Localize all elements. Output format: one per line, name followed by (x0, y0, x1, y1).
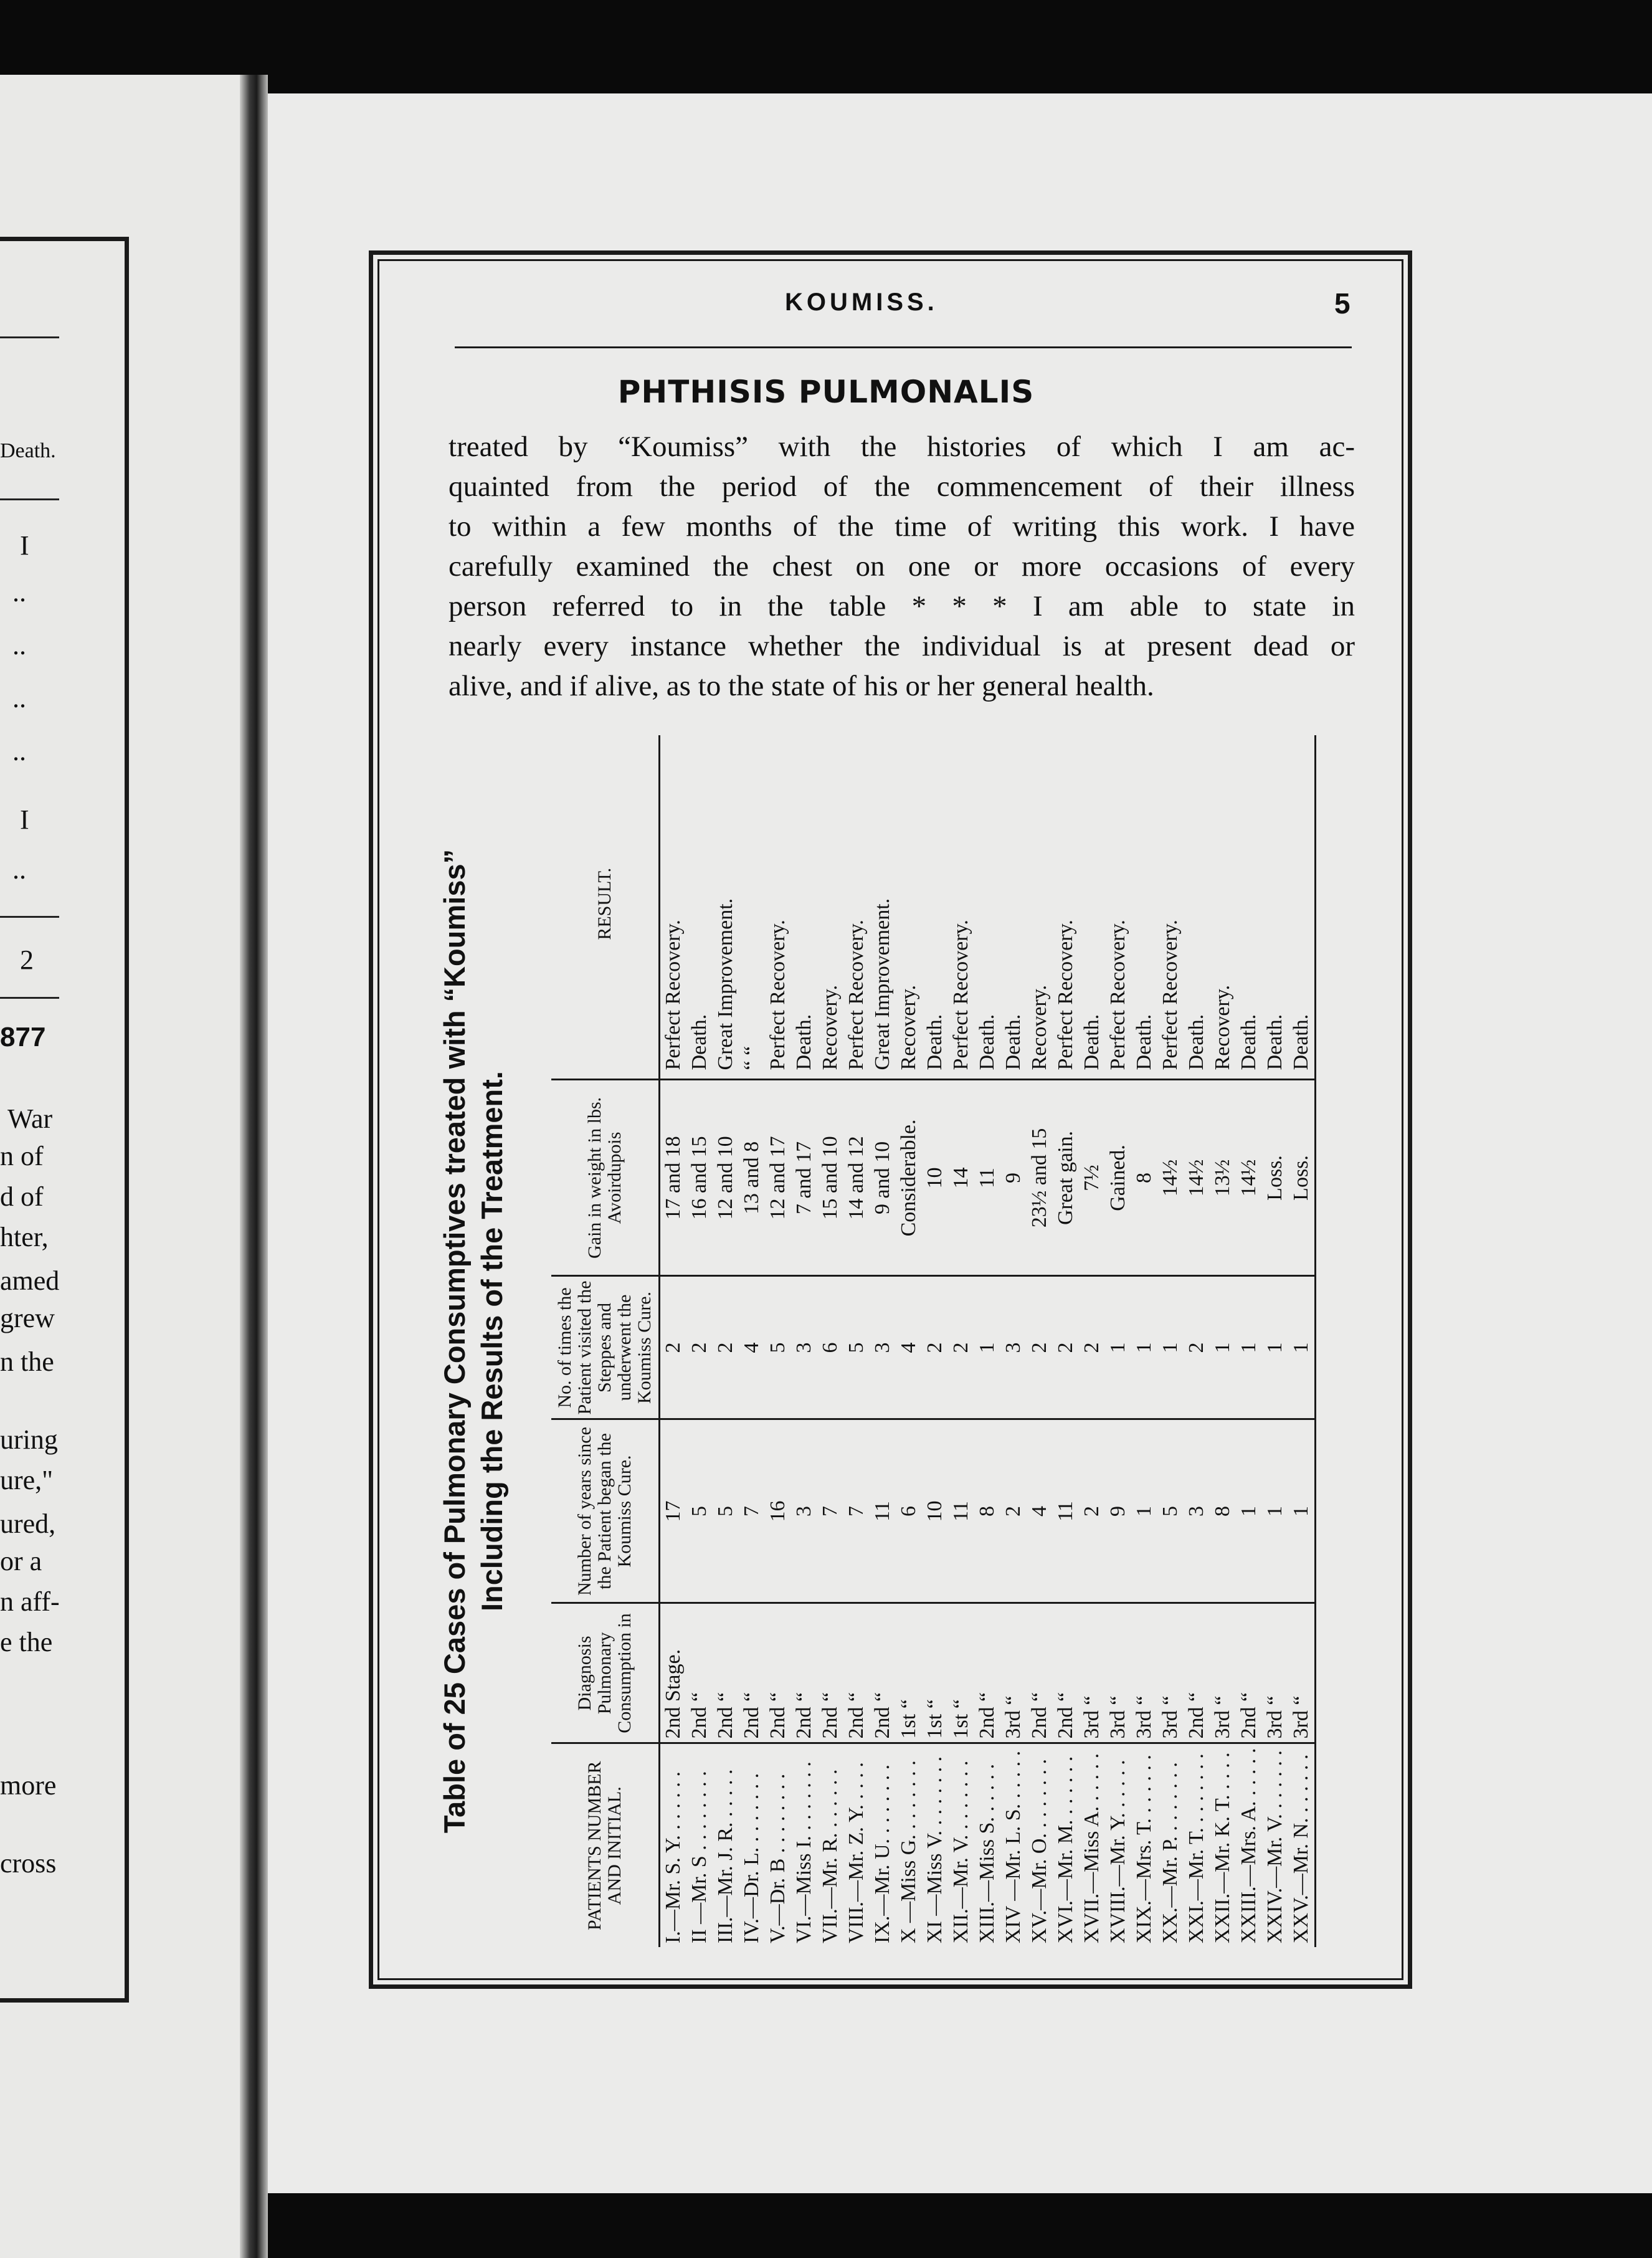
body-text-line: nearly every instance whether the individual is at present dead or (449, 630, 1355, 662)
cell-diagnosis: 1st “ (896, 1603, 922, 1743)
table-caption-line2: Including the Results of the Treatment. (475, 1071, 508, 1611)
table-row (1157, 735, 1184, 1947)
table-row (817, 735, 843, 1947)
cell-gain: 15 and 10 (817, 1080, 843, 1276)
left-page-rule (0, 498, 59, 500)
cell-patient: X —Miss G. . . . . . . . (897, 1760, 920, 1943)
section-title: PHTHISIS PULMONALIS (617, 374, 1035, 410)
cell-years: 10 (922, 1419, 948, 1603)
cell-visits: 4 (896, 1276, 922, 1419)
cell-gain: 14 and 12 (843, 1080, 870, 1276)
cell-diagnosis: 2nd “ (974, 1603, 1000, 1743)
cell-gain: 11 (974, 1080, 1000, 1276)
cell-years: 1 (1288, 1419, 1316, 1603)
left-page-fragment: .. (12, 577, 26, 607)
cell-visits: 2 (1027, 1276, 1053, 1419)
cell-patient: XXIV.—Mr. V. . . . . . . (1263, 1750, 1286, 1943)
cell-visits: 2 (660, 1276, 687, 1419)
cell-years: 11 (948, 1419, 974, 1603)
cell-years: 1 (1262, 1419, 1288, 1603)
left-page-rule (0, 336, 59, 338)
cell-visits: 2 (1053, 1276, 1079, 1419)
cell-diagnosis: 3rd “ (1157, 1603, 1184, 1743)
cell-result: Death. (1288, 735, 1316, 1080)
left-page-fragment: I (20, 804, 29, 835)
body-text-line: alive, and if alive, as to the state of his or her general health. (449, 670, 1154, 702)
cell-gain: 14½ (1184, 1080, 1210, 1276)
left-page-fragment: n of (0, 1141, 44, 1171)
cell-patient: XVIII.—Mr. Y. . . . . . (1106, 1760, 1129, 1943)
table-row (791, 735, 817, 1947)
cell-years: 7 (843, 1419, 870, 1603)
left-page-rule (0, 997, 59, 999)
table-row (896, 735, 922, 1947)
body-text-line: to within a few months of the time of writing this work. I have (449, 510, 1355, 543)
cell-patient: VIII.—Mr. Z. Y. . . . . (845, 1762, 868, 1943)
cell-gain: 13½ (1210, 1080, 1236, 1276)
cell-gain: 8 (1131, 1080, 1157, 1276)
cell-patient: XIX.—Mrs. T. . . . . . . (1132, 1755, 1156, 1943)
cell-diagnosis: 2nd “ (817, 1603, 843, 1743)
cell-result: Death. (1000, 735, 1027, 1080)
cell-patient: III.—Mr. J. R. . . . . . (714, 1769, 737, 1943)
left-page-fragment: e the (0, 1627, 53, 1657)
cell-years: 2 (1079, 1419, 1105, 1603)
cell-result: Death. (1236, 735, 1262, 1080)
table-row (1210, 735, 1236, 1947)
cell-patient: XXI.—Mr. T. . . . . . . . (1185, 1753, 1208, 1943)
cell-diagnosis: 3rd “ (1131, 1603, 1157, 1743)
table-row (870, 735, 896, 1947)
cell-gain: 9 and 10 (870, 1080, 896, 1276)
body-text-line: quainted from the period of the commencement of their illness (449, 470, 1355, 503)
cell-gain: 14½ (1236, 1080, 1262, 1276)
cell-patient: XI —Miss V. . . . . . . . (923, 1756, 946, 1943)
cell-diagnosis: 2nd “ (1053, 1603, 1079, 1743)
header-rule (455, 346, 1352, 348)
header-visits: No. of times the Patient visited the Steppes and underwent the Koumiss Cure. (551, 1276, 660, 1419)
cell-diagnosis: 2nd “ (1027, 1603, 1053, 1743)
cell-visits: 2 (1079, 1276, 1105, 1419)
cell-gain: 9 (1000, 1080, 1027, 1276)
cell-gain: Great gain. (1053, 1080, 1079, 1276)
cell-patient: XV.—Mr. O. . . . . . . . (1028, 1759, 1051, 1943)
left-page-fragment: .. (12, 736, 26, 766)
header-years: Number of years since the Patient began the Koumiss Cure. (551, 1419, 660, 1603)
running-head: KOUMISS. (785, 288, 938, 316)
cell-visits: 5 (765, 1276, 791, 1419)
left-page-fragment: cross (0, 1848, 57, 1879)
cell-result: Death. (1184, 735, 1210, 1080)
cell-patient: XIII.—Miss S. . . . . . (976, 1763, 999, 1943)
cell-patient: XVII.—Miss A. . . . . . (1080, 1753, 1103, 1943)
table-row (713, 735, 739, 1947)
cell-diagnosis: 2nd “ (765, 1603, 791, 1743)
cell-diagnosis: 2nd “ (713, 1603, 739, 1743)
cell-years: 5 (686, 1419, 713, 1603)
left-page-fragment: hter, (0, 1222, 49, 1252)
cell-years: 3 (1184, 1419, 1210, 1603)
cell-diagnosis: 2nd “ (1184, 1603, 1210, 1743)
cell-result: Great Improvement. (870, 735, 896, 1080)
cell-patient: XX.—Mr. P. . . . . . . . (1159, 1762, 1182, 1943)
cell-visits: 3 (870, 1276, 896, 1419)
cell-result: Recovery. (1027, 735, 1053, 1080)
cell-gain: 12 and 17 (765, 1080, 791, 1276)
table-row (1000, 735, 1027, 1947)
cell-years: 1 (1131, 1419, 1157, 1603)
cell-result: Perfect Recovery. (843, 735, 870, 1080)
cell-result: Recovery. (817, 735, 843, 1080)
left-page-rule (0, 916, 59, 918)
table-row (1184, 735, 1210, 1947)
cell-gain: Loss. (1262, 1080, 1288, 1276)
cell-result: Death. (1079, 735, 1105, 1080)
cell-visits: 1 (974, 1276, 1000, 1419)
cell-visits: 1 (1210, 1276, 1236, 1419)
left-page-fragment: I (20, 530, 29, 561)
body-text-line: carefully examined the chest on one or more occasions of every (449, 550, 1355, 583)
cell-diagnosis: 2nd “ (1236, 1603, 1262, 1743)
cell-years: 6 (896, 1419, 922, 1603)
body-text-line: treated by “Koumiss” with the histories of which I am ac- (449, 431, 1355, 463)
cell-patient: XVI.—Mr. M. . . . . . . (1054, 1756, 1077, 1943)
cell-visits: 2 (922, 1276, 948, 1419)
cell-visits: 5 (843, 1276, 870, 1419)
table-row (1027, 735, 1053, 1947)
cell-diagnosis: 1st “ (922, 1603, 948, 1743)
cell-result: Perfect Recovery. (1157, 735, 1184, 1080)
left-page-fragment: amed (0, 1265, 60, 1296)
table-row (1053, 735, 1079, 1947)
body-text-line: person referred to in the table * * * I am able to state in (449, 590, 1355, 622)
cell-patient: IV.—Dr. L. . . . . . . . (740, 1773, 763, 1943)
cell-result: Death. (791, 735, 817, 1080)
cell-diagnosis: 2nd Stage. (660, 1603, 687, 1743)
cell-patient: XXIII.—Mrs. A. . . . . . (1237, 1748, 1260, 1943)
cell-visits: 2 (686, 1276, 713, 1419)
cell-years: 2 (1000, 1419, 1027, 1603)
table-row (974, 735, 1000, 1947)
table-row (922, 735, 948, 1947)
header-result: RESULT. (551, 735, 660, 1080)
cell-visits: 1 (1236, 1276, 1262, 1419)
table-row (686, 735, 713, 1947)
page-number: 5 (1334, 287, 1351, 320)
cell-years: 17 (660, 1419, 687, 1603)
cell-gain: Gained. (1105, 1080, 1131, 1276)
cell-years: 7 (817, 1419, 843, 1603)
cell-diagnosis: 2nd “ (791, 1603, 817, 1743)
cell-visits: 2 (948, 1276, 974, 1419)
left-page-fragment: 2 (20, 945, 34, 975)
cell-diagnosis: 2nd “ (843, 1603, 870, 1743)
table-caption-line1: Table of 25 Cases of Pulmonary Consumptives treated with “Koumiss” (438, 849, 471, 1834)
cell-years: 9 (1105, 1419, 1131, 1603)
left-page-fragment: War (7, 1103, 53, 1134)
cell-visits: 6 (817, 1276, 843, 1419)
left-page-fragment: d of (0, 1181, 44, 1212)
left-page-fragment: 877 (0, 1022, 46, 1052)
cell-diagnosis: 3rd “ (1105, 1603, 1131, 1743)
cell-years: 16 (765, 1419, 791, 1603)
cell-visits: 3 (791, 1276, 817, 1419)
cell-result: Death. (1262, 735, 1288, 1080)
cell-years: 8 (1210, 1419, 1236, 1603)
cell-result: Perfect Recovery. (1053, 735, 1079, 1080)
table-rotated-content (436, 735, 1352, 1947)
cell-result: Death. (686, 735, 713, 1080)
left-page-fragment: .. (12, 630, 26, 660)
table-row (948, 735, 974, 1947)
cell-years: 5 (1157, 1419, 1184, 1603)
cell-diagnosis: 3rd “ (1288, 1603, 1316, 1743)
cell-gain: 16 and 15 (686, 1080, 713, 1276)
cell-visits: 1 (1131, 1276, 1157, 1419)
cell-gain: 7½ (1079, 1080, 1105, 1276)
cell-result: Death. (922, 735, 948, 1080)
left-page-fragment: Death. (0, 439, 56, 462)
left-page-fragment: .. (12, 683, 26, 713)
cell-diagnosis: 2nd “ (739, 1603, 765, 1743)
cell-patient: VI.—Miss I. . . . . . . . (792, 1761, 815, 1943)
cell-result: Death. (974, 735, 1000, 1080)
cell-years: 11 (1053, 1419, 1079, 1603)
cell-years: 1 (1236, 1419, 1262, 1603)
left-page-fragment: ure," (0, 1465, 54, 1495)
table-row (1236, 735, 1262, 1947)
cell-patient: IX.—Mr. U. . . . . . . . (871, 1764, 894, 1943)
table-row (843, 735, 870, 1947)
cell-years: 11 (870, 1419, 896, 1603)
table-row (1288, 735, 1316, 1947)
cell-years: 5 (713, 1419, 739, 1603)
cell-gain: 17 and 18 (660, 1080, 687, 1276)
left-page-fragment: grew (0, 1303, 55, 1333)
left-page-fragment: ured, (0, 1508, 56, 1539)
cell-visits: 2 (1184, 1276, 1210, 1419)
cell-gain: 10 (922, 1080, 948, 1276)
cell-result: Great Improvement. (713, 735, 739, 1080)
cell-visits: 2 (713, 1276, 739, 1419)
cell-result: Perfect Recovery. (765, 735, 791, 1080)
cell-years: 8 (974, 1419, 1000, 1603)
table-header-row (551, 735, 660, 1947)
cell-patient: V.—Dr. B . . . . . . . . (766, 1773, 789, 1943)
cell-gain: Loss. (1288, 1080, 1316, 1276)
cell-patient: II —Mr. S . . . . . . . . (688, 1771, 711, 1943)
header-diagnosis: Diagnosis Pulmonary Consumption in (551, 1603, 660, 1743)
cell-gain: 14 (948, 1080, 974, 1276)
cell-diagnosis: 3rd “ (1079, 1603, 1105, 1743)
cell-gain: 12 and 10 (713, 1080, 739, 1276)
table-row (660, 735, 687, 1947)
table-row (1131, 735, 1157, 1947)
cell-visits: 1 (1105, 1276, 1131, 1419)
cell-patient: XIV —Mr. L. S. . . . . . (1002, 1750, 1025, 1943)
cell-patient: XII.—Mr. V. . . . . . . . (949, 1760, 972, 1943)
cell-diagnosis: 2nd “ (686, 1603, 713, 1743)
cell-gain: 23½ and 15 (1027, 1080, 1053, 1276)
cell-gain: 13 and 8 (739, 1080, 765, 1276)
cell-result: Perfect Recovery. (948, 735, 974, 1080)
table-row (739, 735, 765, 1947)
cell-visits: 1 (1288, 1276, 1316, 1419)
header-patients: PATIENTS NUMBER AND INITIAL. (551, 1743, 660, 1947)
cell-years: 7 (739, 1419, 765, 1603)
table-row (1079, 735, 1105, 1947)
cell-patient: VII.—Mr. R. . . . . . . (819, 1769, 842, 1943)
cell-diagnosis: 3rd “ (1000, 1603, 1027, 1743)
table-row (1262, 735, 1288, 1947)
cell-diagnosis: 2nd “ (870, 1603, 896, 1743)
cell-gain: 7 and 17 (791, 1080, 817, 1276)
rotated-table-area (436, 735, 1352, 1947)
left-page-fragment: .. (12, 854, 26, 885)
table-body (660, 735, 1316, 1947)
cases-table (551, 735, 1316, 1947)
cell-diagnosis: 3rd “ (1262, 1603, 1288, 1743)
cell-result: Recovery. (1210, 735, 1236, 1080)
left-page-fragment: n aff- (0, 1586, 60, 1617)
left-page-fragment: more (0, 1770, 57, 1801)
cell-result: Recovery. (896, 735, 922, 1080)
cell-visits: 4 (739, 1276, 765, 1419)
cell-result: Death. (1131, 735, 1157, 1080)
table-row (765, 735, 791, 1947)
cell-patient: XXV.—Mr. N. . . . . . . (1288, 1743, 1316, 1947)
cell-patient: I.—Mr. S. Y. . . . . . . (662, 1771, 685, 1943)
cell-visits: 1 (1262, 1276, 1288, 1419)
cell-patient: XXII.—Mr. K. T. . . . . (1211, 1752, 1234, 1943)
cell-result: “ “ (739, 735, 765, 1080)
header-gain: Gain in weight in lbs. Avoirdupois (551, 1080, 660, 1276)
left-page-fragment: uring (0, 1424, 58, 1455)
cell-result: Perfect Recovery. (1105, 735, 1131, 1080)
table-caption (436, 735, 542, 1947)
cell-visits: 1 (1157, 1276, 1184, 1419)
cell-visits: 3 (1000, 1276, 1027, 1419)
cell-gain: 14½ (1157, 1080, 1184, 1276)
cell-result: Perfect Recovery. (660, 735, 687, 1080)
cell-diagnosis: 1st “ (948, 1603, 974, 1743)
cell-diagnosis: 3rd “ (1210, 1603, 1236, 1743)
left-page-fragment: n the (0, 1346, 54, 1377)
table-row (1105, 735, 1131, 1947)
cell-gain: Considerable. (896, 1080, 922, 1276)
cell-years: 4 (1027, 1419, 1053, 1603)
cell-years: 3 (791, 1419, 817, 1603)
left-page-fragment: or a (0, 1546, 42, 1576)
